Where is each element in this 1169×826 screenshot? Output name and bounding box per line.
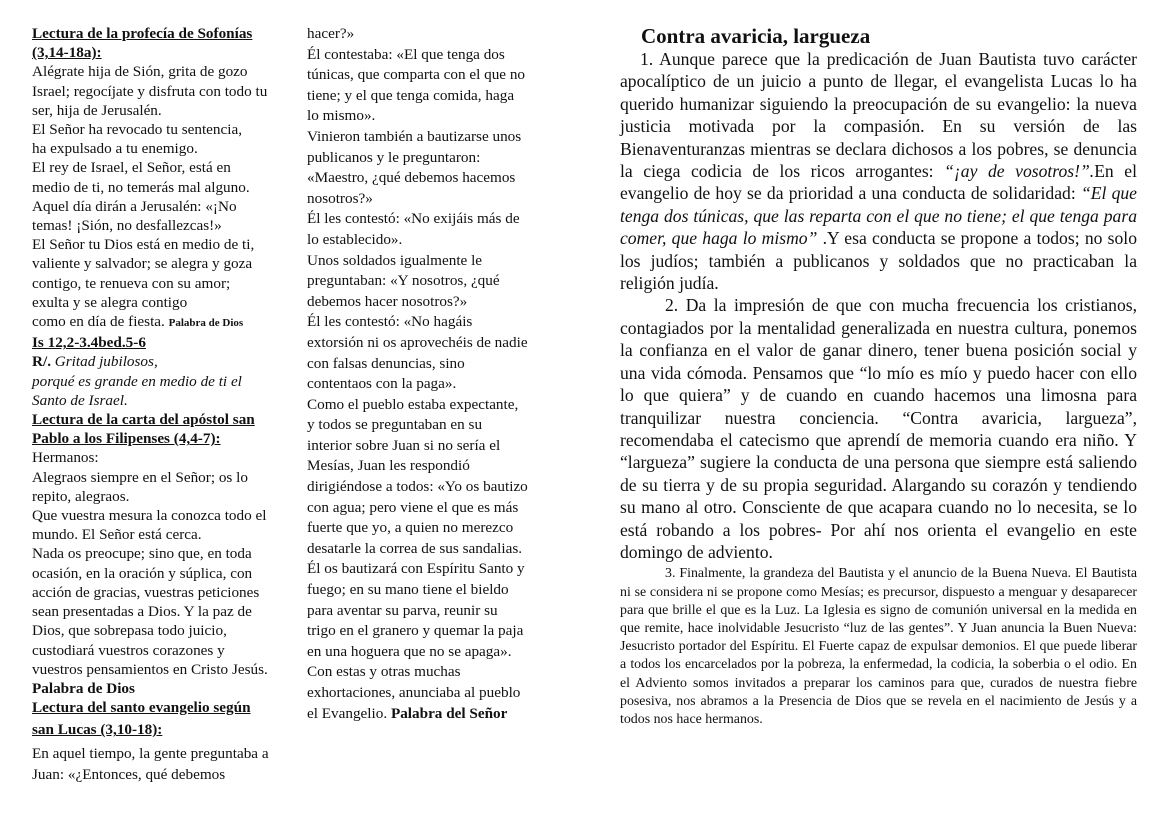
text-line: ha expulsado a tu enemigo.: [32, 140, 198, 158]
text-line: El Señor ha revocado tu sentencia,: [32, 121, 243, 139]
text-line: para aventar su parva, reunir su: [307, 601, 498, 619]
text-line: hacer?»: [307, 25, 355, 42]
text-fragment: En el evangelio de hoy se da prioridad a una conducta de solidaridad:: [620, 161, 1138, 204]
text-line: Unos soldados igualmente le: [307, 251, 483, 269]
reading-heading-sofonias: Lectura de la profecía de Sofonías: [32, 25, 253, 42]
psalm-line: Gritad jubilosos,: [54, 353, 158, 371]
response-marker: R/.: [32, 353, 51, 371]
text-line: Con estas y otras muchas: [307, 663, 461, 681]
text-line: desatarle la correa de sus sandalias.: [307, 539, 523, 557]
text-line: ocasión, en la oración y súplica, con: [32, 564, 253, 582]
reading-heading-filipenses: Lectura de la carta del apóstol san: [32, 411, 255, 429]
filipenses-text: [32, 448, 294, 678]
readings-column-2: [307, 24, 553, 724]
text-fragment: el Evangelio.: [307, 704, 388, 722]
psalm-line: Santo de Israel.: [32, 391, 128, 409]
text-line: Israel; regocíjate y disfruta con todo tu: [32, 82, 268, 100]
text-line: medio de ti, no temerás mal alguno.: [32, 178, 250, 196]
text-line: debemos hacer nosotros?»: [307, 292, 468, 310]
text-line: preguntaban: «Y nosotros, ¿qué: [307, 272, 500, 290]
text-line: dirigiéndose a todos: «Yo os bautizo: [307, 478, 528, 496]
text-line: contigo, te renueva con su amor;: [32, 274, 231, 292]
text-line: El Señor tu Dios está en medio de ti,: [32, 236, 255, 254]
text-line: Que vuestra mesura la conozca todo el: [32, 507, 267, 525]
text-line: custodiará vuestros corazones y: [32, 641, 225, 659]
reading-closing: Palabra de Dios: [168, 317, 244, 330]
text-line: Mesías, Juan les respondió: [307, 457, 470, 475]
commentary-title: Contra avaricia, largueza: [641, 24, 871, 48]
text-line: [32, 312, 294, 333]
psalm-heading: Is 12,2-3.4bed.5-6: [32, 334, 146, 352]
text-fragment: .Y esa conducta se propone a todos; no solo los judíos; también a publicanos y soldados que no practicaban la religión judía.: [620, 228, 1137, 294]
text-line: en una hoguera que no se apaga».: [307, 642, 512, 660]
reading-heading-sofonias-ref: (3,14-18a):: [32, 44, 102, 62]
reading-heading-evangelio-ref: san Lucas (3,10-18):: [32, 721, 163, 739]
text-line: [307, 704, 553, 725]
text-line: Él os bautizará con Espíritu Santo y: [307, 560, 525, 578]
text-line: trigo en el granero y quemar la paja: [307, 622, 524, 640]
text-line: Como el pueblo estaba expectante,: [307, 395, 519, 413]
text-line: El rey de Israel, el Señor, está en: [32, 159, 231, 177]
text-fragment: como en día de fiesta.: [32, 313, 165, 331]
text-fragment: 1. Aunque parece que la predicación de Juan Bautista tuvo carácter apocalíptico de un juicio a punto de llegar, el evangelista Lucas lo ha querido humanizar siguiendo la preocupación de su evangelio: la nueva justicia motivada por la compasión. En su versión de las Bienaventuranzas mientras se declara dichosos a los pobres, se denuncia la ciega codicia de los ricos arrogantes:: [620, 49, 1137, 182]
text-line: Aquel día dirán a Jerusalén: «¡No: [32, 197, 237, 215]
reading-closing: Palabra de Dios: [32, 679, 135, 697]
text-line: vuestros pensamientos en Cristo Jesús.: [32, 660, 268, 678]
readings-column-1: [32, 24, 294, 785]
text-line: fuego; en su mano tiene el bieldo: [307, 581, 509, 599]
text-line: Dios, que sobrepasa todo juicio,: [32, 622, 227, 640]
italic-quote: “¡ay de vosotros!”.: [944, 161, 1095, 182]
psalm-line: porqué es grande en medio de ti el: [32, 372, 242, 390]
text-line: ser, hija de Jerusalén.: [32, 101, 162, 119]
psalm-response: [32, 352, 294, 371]
text-line: repito, alegraos.: [32, 487, 130, 505]
commentary-paragraph-2: 2. Da la impresión de que con mucha frecuencia los cristianos, contagiados por la mentalidad generalizada en nuestra cultura, ponemos la confianza en el valor de ganar dinero, tener buena posición social y una vida cómoda. Pensamos que “lo mío es mío y puedo hacer con ello lo que quiera” y de cuando en cuando hacemos una limosna para tranquilizar nuestra conciencia. “Contra avaricia, largueza”, recomendaba el catecismo que aprendí de memoria cuando era niño. Y “largueza” sugiere la conducta de una persona que siempre está saliendo de su tierra y de su propia seguridad. Alargando su corazón y tendiendo su mano al otro. Consciente de que acapara cuando no lo necesita, se lo está robando a los pobres- Por ahí nos orienta el evangelio en este domingo de adviento.: [620, 295, 1137, 562]
text-line: contentaos con la paga».: [307, 375, 457, 393]
text-line: Él contestaba: «El que tenga dos: [307, 45, 505, 63]
text-line: publicanos y le preguntaron:: [307, 148, 481, 166]
text-line: Vinieron también a bautizarse unos: [307, 127, 522, 145]
text-line: Hermanos:: [32, 449, 99, 467]
sofonias-text: [32, 62, 294, 333]
text-line: sean presentadas a Dios. Y la paz de: [32, 603, 252, 621]
reading-heading-filipenses-ref: Pablo a los Filipenses (4,4-7):: [32, 430, 221, 448]
text-line: Alégrate hija de Sión, grita de gozo: [32, 63, 248, 81]
text-line: lo mismo».: [307, 107, 376, 125]
commentary-paragraph-1: [620, 48, 1137, 294]
italic-quote: “El que tenga dos túnicas, que las reparta con el que no tiene; el que tenga para comer, que haga lo mismo”: [620, 183, 1137, 249]
text-line: Alegraos siempre en el Señor; os lo: [32, 468, 248, 486]
text-line: acción de gracias, vuestras peticiones: [32, 583, 260, 601]
text-line: Él les contestó: «No hagáis: [307, 313, 473, 331]
text-line: túnicas, que comparta con el que no: [307, 66, 526, 84]
text-line: mundo. El Señor está cerca.: [32, 526, 202, 544]
text-line: extorsión ni os aprovechéis de nadie: [307, 333, 528, 351]
commentary-column: [620, 24, 1137, 729]
reading-heading-evangelio: Lectura del santo evangelio según: [32, 699, 251, 717]
text-line: temas! ¡Sión, no desfallezcas!»: [32, 217, 222, 235]
text-line: Juan: «¿Entonces, qué debemos: [32, 765, 226, 783]
text-line: exhortaciones, anunciaba al pueblo: [307, 684, 521, 701]
text-line: con falsas denuncias, sino: [307, 354, 465, 372]
text-line: tiene; y el que tenga comida, haga: [307, 86, 515, 104]
text-line: interior sobre Juan si no sería el: [307, 436, 501, 454]
commentary-paragraph-3: 3. Finalmente, la grandeza del Bautista y el anuncio de la Buena Nueva. El Bautista ni se considera ni se propone como Mesías; es precursor, dispuesto a menguar y desaparecer para que brille el que es la Luz. La Iglesia es signo de comunión universal en la medida en que remite, hace inolvidable Jesucristo “luz de las gentes”. Y Juan anuncia la Buen Nueva: Jesucristo portador del Espíritu. El Fuerte capaz de expulsar demonios. El que puede liberar a todos los encarcelados por la pobreza, la enfermedad, la codicia, la soberbia o el odio. En el Adviento somos invitados a preparar los caminos para que, curados de nuestra fiebre posesiva, nos abramos a la Presencia de Dios que se revela en el nacimiento de Jesús y a todos nos hace hermanos.: [620, 566, 1137, 727]
text-line: Nada os preocupe; sino que, en toda: [32, 545, 252, 563]
text-line: Él les contestó: «No exijáis más de: [307, 210, 520, 228]
text-line: «Maestro, ¿qué debemos hacemos: [307, 169, 516, 187]
text-line: En aquel tiempo, la gente preguntaba a: [32, 744, 269, 762]
reading-closing: Palabra del Señor: [390, 704, 508, 722]
text-line: nosotros?»: [307, 189, 373, 207]
text-line: fuerte que yo, a quien no merezco: [307, 519, 514, 537]
text-line: lo establecido».: [307, 230, 403, 248]
text-line: valiente y salvador; se alegra y goza: [32, 255, 253, 273]
text-line: y todos se preguntaban en su: [307, 416, 483, 434]
text-line: exulta y se alegra contigo: [32, 293, 188, 311]
text-line: con agua; pero viene el que es más: [307, 498, 519, 516]
